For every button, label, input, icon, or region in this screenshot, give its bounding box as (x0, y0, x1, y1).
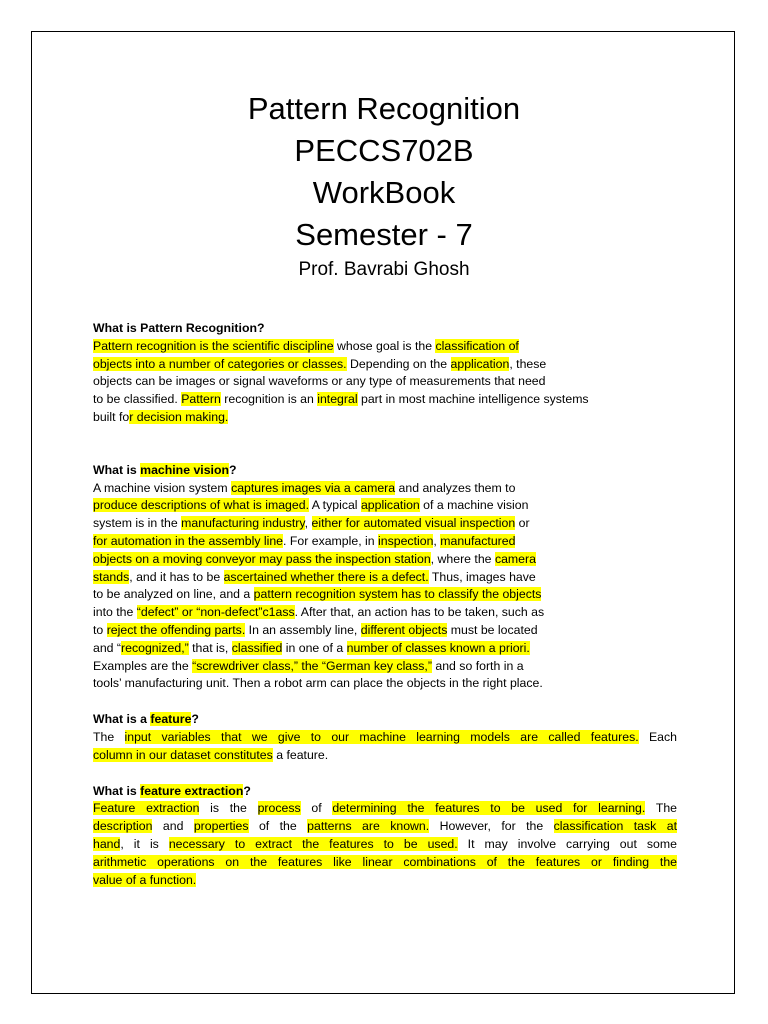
highlighted-text: inspection (378, 533, 434, 548)
text-run: What is (93, 783, 141, 798)
semester-label: Semester - 7 (295, 217, 473, 252)
text-line (93, 569, 677, 587)
qa-section (93, 320, 677, 427)
highlighted-text: either for automated visual inspection (311, 516, 516, 531)
text-run: tools’ manufacturing unit. Then a robot arm can place the objects in the right place. (93, 676, 543, 691)
text-run: and so forth in a (431, 658, 524, 673)
text-run: , where the (430, 551, 495, 566)
text-line (93, 747, 677, 765)
text-run: is the (199, 801, 258, 816)
text-run: In an assembly line, (245, 622, 361, 637)
text-run: ? (243, 783, 251, 798)
title-block (0, 88, 768, 284)
course-code: PECCS702B (294, 133, 474, 168)
text-run: A typical (309, 498, 361, 513)
question-heading (93, 462, 677, 480)
text-line (93, 729, 677, 747)
highlighted-text: determining the features to be used for learning. (332, 801, 646, 816)
highlighted-text: Feature extraction (93, 801, 200, 816)
text-run: objects can be images or signal waveforms or any type of measurements that need (93, 374, 546, 389)
highlighted-text: “screwdriver class,” the “German key class,” (192, 658, 432, 673)
text-run: and “ (93, 640, 122, 655)
document-body (93, 320, 677, 889)
text-line (93, 622, 677, 640)
highlighted-text: different objects (360, 622, 448, 637)
highlighted-text: captures images via a camera (231, 480, 396, 495)
text-run: What is (93, 462, 141, 477)
highlighted-text: manufacturing industry (181, 516, 305, 531)
highlighted-text: r decision making. (129, 409, 229, 424)
highlighted-text: patterns are known. (307, 819, 430, 834)
highlighted-text: for automation in the assembly line (93, 533, 284, 548)
text-run: The (93, 729, 125, 744)
highlighted-text: arithmetic operations on the features like linear combinations of the features or finding the (93, 854, 677, 869)
text-run: must be located (447, 622, 538, 637)
highlighted-text: column in our dataset constitutes (93, 747, 273, 762)
text-run: What is a (93, 712, 151, 727)
text-line (93, 551, 677, 569)
highlighted-text: integral (317, 392, 358, 407)
text-run: into the (93, 605, 137, 620)
author-name: Prof. Bavrabi Ghosh (298, 259, 470, 280)
highlighted-text: value of a function. (93, 872, 197, 887)
text-run: a feature. (272, 747, 329, 762)
highlighted-text: classification task at (553, 819, 677, 834)
text-run: , and it has to be (129, 569, 224, 584)
text-line (93, 338, 677, 356)
highlighted-text: Pattern (181, 392, 221, 407)
text-line (93, 373, 677, 391)
text-line (93, 497, 677, 515)
text-run: , (304, 516, 312, 531)
highlighted-text: reject the offending parts. (106, 622, 246, 637)
question-heading (93, 320, 677, 338)
answer-paragraph (93, 800, 677, 889)
text-run: whose goal is the (333, 338, 436, 353)
highlighted-text: properties (193, 819, 249, 834)
highlighted-text: stands (93, 569, 130, 584)
text-run: in one of a (282, 640, 347, 655)
text-line (93, 800, 677, 818)
text-line (93, 391, 677, 409)
highlighted-text: process (257, 801, 301, 816)
text-run: and (152, 819, 194, 834)
text-run: Examples are the (93, 658, 193, 673)
highlighted-text: ascertained whether there is a defect. (223, 569, 429, 584)
text-line (93, 604, 677, 622)
highlighted-text: application (360, 498, 420, 513)
text-run: , it is (120, 836, 169, 851)
text-run: , these (509, 356, 547, 371)
text-run: Thus, images have (428, 569, 536, 584)
text-run: ? (228, 462, 237, 477)
text-run: of the (248, 819, 308, 834)
highlighted-text: description (93, 819, 153, 834)
highlighted-text: manufactured (440, 533, 516, 548)
text-run: A machine vision system (93, 480, 232, 495)
text-run: system is in the (93, 516, 182, 531)
highlighted-text: Pattern recognition is the scientific discipline (93, 338, 334, 353)
text-line (93, 586, 677, 604)
text-line (93, 854, 677, 872)
text-line (93, 409, 677, 427)
text-line (93, 872, 677, 890)
text-run: part in most machine intelligence systems (357, 392, 589, 407)
text-run: , (433, 533, 441, 548)
highlighted-text: produce descriptions of what is imaged. (93, 498, 309, 513)
highlighted-text: input variables that we give to our machine learning models are called features. (124, 729, 639, 744)
highlighted-text: recognized,” (121, 640, 189, 655)
text-line (93, 515, 677, 533)
answer-paragraph (93, 729, 677, 765)
text-run: The (645, 801, 678, 816)
text-run: that is, (188, 640, 232, 655)
text-line (93, 480, 677, 498)
highlighted-text: feature extraction (140, 783, 244, 798)
text-run: of (300, 801, 333, 816)
highlighted-text: pattern recognition system has to classify the objects (253, 587, 542, 602)
highlighted-text: classification of (435, 338, 519, 353)
text-run: built fo (93, 409, 130, 424)
text-run: It may involve carrying out some (457, 836, 677, 851)
highlighted-text: camera (494, 551, 536, 566)
qa-section (93, 783, 677, 890)
text-line (93, 675, 677, 693)
highlighted-text: objects into a number of categories or classes. (93, 356, 347, 371)
text-run: and analyzes them to (395, 480, 516, 495)
text-run: However, for the (429, 819, 554, 834)
text-run: to (93, 622, 107, 637)
text-line (93, 818, 677, 836)
text-run: . For example, in (283, 533, 379, 548)
text-line (93, 658, 677, 676)
highlighted-text: hand (93, 836, 121, 851)
text-line (93, 356, 677, 374)
highlighted-text: application (450, 356, 510, 371)
highlighted-text: “defect” or “non-defect”c1ass (136, 605, 295, 620)
document-title: Pattern Recognition (247, 91, 521, 126)
highlighted-text: number of classes known a priori. (346, 640, 530, 655)
qa-section (93, 711, 677, 764)
text-run: recognition is an (220, 392, 318, 407)
question-heading (93, 711, 677, 729)
question-heading (93, 783, 677, 801)
text-run: or (515, 516, 530, 531)
text-run: Depending on the (346, 356, 451, 371)
highlighted-text: necessary to extract the features to be used. (168, 836, 458, 851)
text-run: Each (638, 729, 677, 744)
text-run: to be classified. (93, 392, 182, 407)
text-run: to be analyzed on line, and a (93, 587, 254, 602)
text-run: ? (191, 712, 199, 727)
answer-paragraph (93, 480, 677, 694)
highlighted-text: objects on a moving conveyor may pass the inspection station (93, 551, 431, 566)
answer-paragraph (93, 338, 677, 427)
qa-section (93, 462, 677, 693)
document-type: WorkBook (312, 175, 456, 210)
highlighted-text: classified (231, 640, 283, 655)
text-line (93, 533, 677, 551)
highlighted-text: feature (150, 712, 192, 727)
text-line (93, 640, 677, 658)
text-line (93, 836, 677, 854)
text-run: What is Pattern Recognition? (93, 321, 265, 335)
text-run: . After that, an action has to be taken, such as (294, 605, 545, 620)
text-run: of a machine vision (419, 498, 529, 513)
highlighted-text: machine vision (140, 462, 229, 477)
